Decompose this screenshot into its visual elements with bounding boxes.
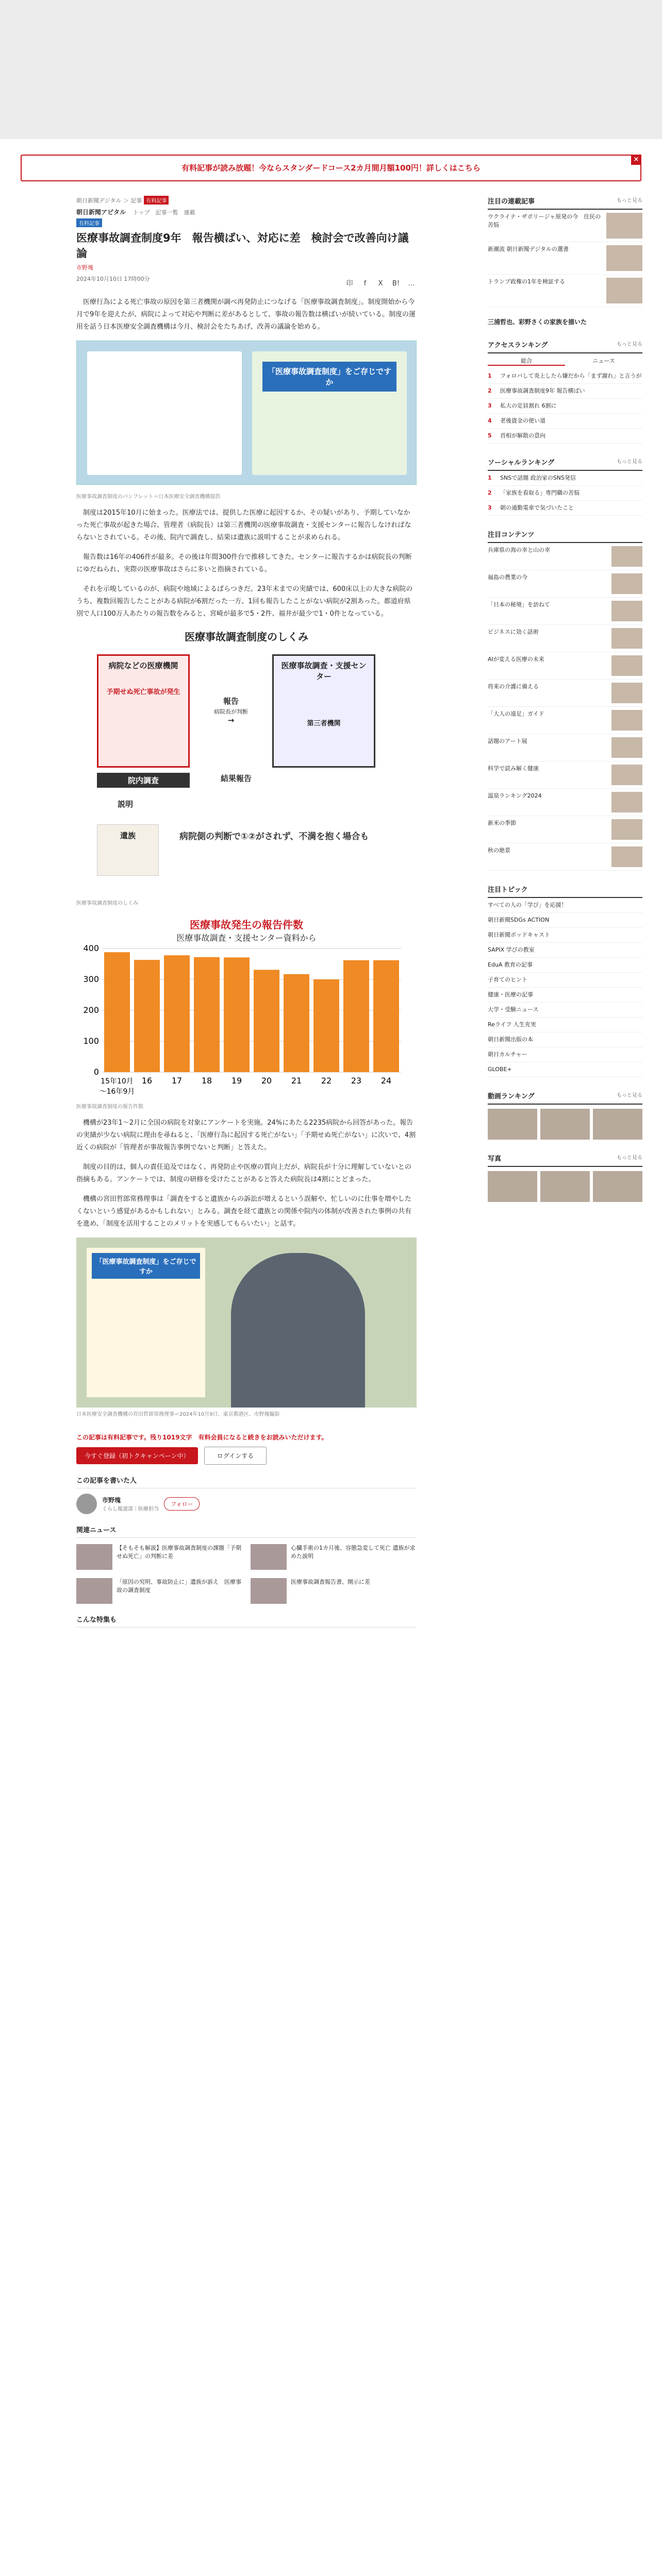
topic-item-title: GLOBE+ bbox=[488, 1066, 512, 1073]
breadcrumb-text: 朝日新聞デジタル ＞ 記事 bbox=[76, 197, 142, 204]
facebook-icon[interactable]: f bbox=[363, 280, 367, 287]
ranking-item[interactable]: 4 老後資金の使い道 bbox=[488, 414, 642, 429]
topic-item-title: 大学・受験ニュース bbox=[488, 1006, 539, 1013]
serial-box bbox=[488, 196, 642, 326]
pamphlet-title: 「医療事故調査制度」をご存じですか bbox=[262, 362, 396, 392]
topic-item-title: 朝日カルチャー bbox=[488, 1051, 527, 1058]
pamphlet-right bbox=[252, 351, 407, 475]
social-item[interactable]: 3 朝の通勤電車で気づいたこと bbox=[488, 501, 642, 516]
interview-photo[interactable] bbox=[76, 1238, 417, 1408]
y-tick-label: 100 bbox=[83, 1036, 99, 1046]
serial-item[interactable] bbox=[488, 275, 642, 307]
access-heading: アクセスランキング bbox=[488, 342, 548, 349]
photo-heading: 写真 bbox=[488, 1155, 502, 1163]
video-heading: 動画ランキング bbox=[488, 1093, 535, 1100]
topic-item-title: 朝日新聞出版の本 bbox=[488, 1036, 533, 1043]
paragraph: 制度は2015年10月に始まった。医療法では、提供した医療に起因するか、その疑いがあり、予期していなかった死亡事故が起きた場合、管理者（病院長）は第三者機関の医療事故調査・支援センターに報告しなければならないとされている。その後、院内で調査し、結果は遺族に説明することが求められる。 bbox=[76, 509, 411, 541]
author-promo[interactable]: 三浦哲也、彩野さくの家族を描いた bbox=[488, 318, 587, 326]
topic-item[interactable] bbox=[488, 958, 642, 973]
ad-banner-area bbox=[0, 0, 662, 139]
social-item[interactable]: 1 SNSで話題 政治家のSNS発信 bbox=[488, 471, 642, 486]
x-tick-label: ～16年9月 bbox=[99, 1088, 135, 1096]
x-tick-label: 17 bbox=[171, 1076, 183, 1086]
bar bbox=[343, 960, 369, 1072]
paragraph: 医療行為による死亡事故の原因を第三者機関が調べ再発防止につなげる「医療事故調査制度」。制度開始から今月で9年を迎えたが、病院によって対応や判断に差があるとして、事故の報告数は横ばいが続いている。制度の運用を話う日本医療安全調査機構は今月、検討会をたちあげ、改善の議論を始める。 bbox=[76, 298, 416, 331]
bar bbox=[134, 960, 160, 1072]
content-item-title: 福島の農業の今 bbox=[488, 574, 527, 581]
topics-box bbox=[488, 884, 642, 1077]
content-item[interactable] bbox=[488, 680, 642, 707]
hatena-icon[interactable]: B! bbox=[392, 280, 400, 287]
content-item-title: 科学で読み解く健康 bbox=[488, 765, 539, 772]
bar bbox=[224, 957, 250, 1072]
photo-strip[interactable] bbox=[488, 1171, 642, 1202]
social-title: 朝の通勤電車で気づいたこと bbox=[500, 504, 574, 511]
topic-item[interactable] bbox=[488, 1018, 642, 1032]
ranking-item[interactable]: 2 医療事故調査制度9年 報告横ばい bbox=[488, 384, 642, 399]
content-item[interactable] bbox=[488, 843, 642, 871]
content-item[interactable] bbox=[488, 734, 642, 761]
tab-news[interactable]: ニュース bbox=[592, 358, 615, 364]
x-icon[interactable]: X bbox=[378, 280, 383, 287]
third-party-label: 第三者機関 bbox=[307, 720, 341, 727]
report-sub: 病院長が判断 bbox=[214, 708, 248, 715]
bar bbox=[284, 974, 309, 1072]
topic-item-title: 子育てのヒント bbox=[488, 976, 527, 983]
bar bbox=[194, 957, 220, 1072]
topic-item[interactable] bbox=[488, 928, 642, 943]
related-item[interactable] bbox=[251, 1544, 417, 1570]
serial-item[interactable] bbox=[488, 242, 642, 275]
follow-button[interactable]: フォロー bbox=[164, 1497, 200, 1511]
writer-role: くらし報道部｜医療担当 bbox=[102, 1506, 159, 1512]
paywall-actions bbox=[76, 1447, 417, 1465]
topics-heading: 注目トピック bbox=[488, 886, 528, 894]
related-title: 心臓手術の1カ月後、容態急変して死亡 遺族が求めた説明 bbox=[291, 1545, 416, 1560]
content-item[interactable] bbox=[488, 789, 642, 816]
topic-item[interactable] bbox=[488, 988, 642, 1003]
diagram-title: 医療事故調査制度のしくみ bbox=[185, 631, 308, 643]
content-item[interactable] bbox=[488, 625, 642, 652]
close-icon[interactable]: × bbox=[631, 155, 641, 165]
promo-text: 有料記事が読み放題！今ならスタンダードコース2カ月間月額100円！詳しくはこちら bbox=[181, 163, 481, 173]
subscribe-button[interactable]: 今すぐ登録（初トクキャンペーン中） bbox=[76, 1447, 198, 1464]
x-tick-label: 22 bbox=[321, 1076, 332, 1086]
content-item-title: 兵庫県の海の幸と山の幸 bbox=[488, 547, 550, 553]
content-item[interactable] bbox=[488, 707, 642, 734]
photo-caption: 日本医療安全調査機構の宮田哲郎常務理事＝2024年10月9日、東京都港区、市野塊撮影 bbox=[76, 1412, 280, 1417]
topic-item-title: EduA 教育の記事 bbox=[488, 961, 533, 968]
serial-item[interactable] bbox=[488, 210, 642, 242]
hospital-box bbox=[97, 654, 190, 768]
more-link[interactable]: もっと見る bbox=[617, 1155, 642, 1161]
social-title: SNSで話題 政治家のSNS発信 bbox=[500, 474, 576, 481]
x-tick-label: 18 bbox=[201, 1076, 212, 1086]
ranking-title: 医療事故調査制度9年 報告横ばい bbox=[500, 387, 585, 394]
paywall-notice: この記事は有料記事です。残り1019文字 有料会員になると続きをお読みいただけます。 bbox=[76, 1434, 328, 1441]
topic-item-title: 朝日新聞SDGs ACTION bbox=[488, 917, 550, 923]
x-tick-label: 23 bbox=[351, 1076, 362, 1086]
x-tick-label: 15年10月 bbox=[101, 1077, 134, 1086]
tab-all[interactable]: 総合 bbox=[488, 357, 565, 366]
topic-item-title: 朝日新聞ポッドキャスト bbox=[488, 931, 550, 938]
serial-title: 新潮流 朝日新聞デジタルの選書 bbox=[488, 246, 569, 252]
login-button[interactable]: ログインする bbox=[204, 1447, 267, 1465]
family-box: 遺族 bbox=[97, 824, 159, 876]
breadcrumb bbox=[76, 196, 417, 205]
chart-title: 医療事故発生の報告件数 bbox=[190, 919, 303, 931]
access-ranking bbox=[488, 340, 642, 444]
diagram-caption: 医療事故調査制度のしくみ bbox=[76, 901, 138, 906]
report-label: 報告 bbox=[223, 697, 239, 706]
diagram-note: 病院側の判断で①②がされず、不満を抱く場合も bbox=[179, 832, 369, 842]
explanation: 説明 bbox=[118, 800, 134, 809]
result-report: 結果報告 bbox=[220, 774, 252, 783]
center-label: 医療事故調査・支援センター bbox=[281, 661, 367, 681]
content-box bbox=[488, 529, 642, 871]
ranking-item[interactable]: 5 首相が解散の意向 bbox=[488, 429, 642, 444]
bar bbox=[164, 955, 190, 1072]
topic-item[interactable] bbox=[488, 943, 642, 958]
more-link[interactable]: もっと見る bbox=[617, 459, 642, 465]
content-item-title: 話題のアート展 bbox=[488, 738, 527, 744]
topic-item-title: Reライフ 人生充実 bbox=[488, 1021, 536, 1028]
ranking-title: 老後資金の使い道 bbox=[500, 417, 545, 424]
ranking-title: フォロバして炎上したら嫌だから「まず謝れ」と言うが bbox=[500, 372, 642, 379]
person bbox=[231, 1253, 365, 1408]
paragraph: 機構の宮田哲郎常務理事は「調査をすると遺族からの訴訟が増えるという誤解や、忙しいのに仕事を増やしたくないという感覚があるかもしれない」とみる。調査を経て遺族との関係や院内の体制が改善された事例の共有を進め、「制度を活用することのメリットを実感してもらいたい」と話す。 bbox=[76, 1195, 412, 1228]
x-tick-label: 20 bbox=[261, 1076, 272, 1086]
internal-survey: 院内調査 bbox=[97, 773, 190, 788]
y-tick-label: 0 bbox=[93, 1067, 99, 1077]
article-title: 医療事故調査制度9年 報告横ばい、対応に差 検討会で改善向け議論 bbox=[76, 232, 409, 260]
y-tick-label: 200 bbox=[83, 1005, 99, 1015]
paragraph: 制度の目的は、個人の責任追及ではなく、再発防止や医療の質向上だが、病院長が十分に理解していないとの指摘もある。アンケートでは、制度の研修を受けたことがあると答えた病院長は4割にとどまった。 bbox=[76, 1163, 411, 1183]
bar-chart bbox=[76, 943, 406, 1098]
paid-badge: 有料記事 bbox=[76, 218, 102, 227]
social-heading: ソーシャルランキング bbox=[488, 459, 555, 467]
ranking-title: 私大の定員割れ 6割に bbox=[500, 402, 557, 409]
writer-heading: この記事を書いた人 bbox=[76, 1475, 417, 1488]
ranking-title: 首相が解散の意向 bbox=[500, 432, 545, 439]
related-title: 【そもそも解説】医療事故調査制度の課題「予期せぬ死亡」の判断に差 bbox=[117, 1545, 241, 1560]
byline[interactable]: 市野塊 bbox=[76, 264, 93, 271]
bar bbox=[313, 979, 339, 1072]
report-arrow: 報告 病院長が判断 → bbox=[214, 697, 248, 725]
topic-item[interactable] bbox=[488, 898, 642, 913]
center-box bbox=[272, 654, 375, 768]
publish-date: 2024年10月10日 17時00分 bbox=[76, 276, 150, 282]
topic-list bbox=[488, 898, 642, 1077]
topic-item-title: すべての人の「学び」を応援！ bbox=[488, 902, 567, 908]
article-column bbox=[76, 196, 417, 1628]
social-title: 「家族を看取る」専門職の苦悩 bbox=[500, 489, 580, 496]
pamphlet-image[interactable] bbox=[76, 341, 417, 485]
content-item-title: 温泉ランキング2024 bbox=[488, 792, 542, 799]
poster-title: 「医療事故調査制度」をご存じですか bbox=[92, 1253, 200, 1279]
bar bbox=[254, 970, 279, 1072]
video-box bbox=[488, 1091, 642, 1202]
social-ranking bbox=[488, 457, 642, 516]
writer-name[interactable]: 市野塊 bbox=[102, 1497, 121, 1504]
ranking-item[interactable]: 3 私大の定員割れ 6割に bbox=[488, 399, 642, 414]
content-item[interactable] bbox=[488, 652, 642, 680]
print-icon[interactable]: 印 bbox=[346, 280, 353, 287]
related-item[interactable] bbox=[76, 1578, 242, 1604]
topic-item[interactable] bbox=[488, 1003, 642, 1018]
pamphlet-left bbox=[87, 351, 242, 475]
sidebar bbox=[488, 196, 642, 1202]
related-title: 「原因の究明、事故防止に」遺族が訴え 医療事故の調査制度 bbox=[117, 1579, 241, 1594]
poster bbox=[87, 1248, 205, 1397]
paragraph: 報告数は16年の406件が最多。その後は年間300件台で推移してきた。センターに報告するかは病院長の判断にゆだねられ、実際の医療事故はさらに多いと指摘されている。 bbox=[76, 553, 412, 573]
bar bbox=[373, 960, 399, 1072]
report-chart[interactable] bbox=[76, 917, 417, 1100]
death-label: 予期せぬ死亡事故が発生 bbox=[106, 688, 180, 696]
access-tabs bbox=[488, 357, 642, 366]
content-item[interactable] bbox=[488, 598, 642, 625]
content-item[interactable] bbox=[488, 570, 642, 598]
paragraph: 機構が23年1～2月に全国の病院を対象にアンケートを実施。24%にあたる2235病院から回答があった。報告の実績が少ない病院に理由を尋ねると、「医療行為に起因する死亡がない」「予期せぬ死亡がない」に次いで、4割近くの病院が「管理者が事故報告事例でないと判断」と答えた。 bbox=[76, 1119, 416, 1151]
related-item[interactable] bbox=[251, 1578, 417, 1604]
system-diagram[interactable] bbox=[76, 629, 417, 896]
related-title: 医療事故調査報告書、開示に差 bbox=[291, 1579, 370, 1585]
x-tick-label: 16 bbox=[141, 1076, 153, 1086]
topic-item[interactable] bbox=[488, 1032, 642, 1047]
content-list bbox=[488, 543, 642, 871]
content-item-title: 新米の季節 bbox=[488, 820, 516, 826]
site-header bbox=[76, 208, 417, 216]
y-tick-label: 400 bbox=[83, 943, 99, 953]
topic-item-title: 健康・医療の記事 bbox=[488, 991, 533, 998]
content-item-title: 「大人の遠足」ガイド bbox=[488, 710, 544, 717]
x-tick-label: 19 bbox=[231, 1076, 242, 1086]
content-item-title: AIが変える医療の未来 bbox=[488, 656, 544, 663]
paid-tag: 有料記事 bbox=[144, 196, 169, 205]
chart-caption: 医療事故調査制度の報告件数 bbox=[76, 1104, 143, 1110]
content-item-title: 「日本の秘境」を訪ねて bbox=[488, 601, 550, 608]
related-heading: 関連ニュース bbox=[76, 1524, 417, 1538]
y-tick-label: 300 bbox=[83, 974, 99, 984]
related-item[interactable] bbox=[76, 1544, 242, 1570]
site-name[interactable]: 朝日新聞アピタル bbox=[76, 209, 126, 216]
content-item[interactable] bbox=[488, 761, 642, 789]
content-item-title: ビジネスに効く話術 bbox=[488, 629, 539, 635]
more-link[interactable]: もっと見る bbox=[617, 342, 642, 347]
topic-item[interactable] bbox=[488, 1062, 642, 1077]
topic-item[interactable] bbox=[488, 913, 642, 928]
paragraph: それを示唆しているのが、病院や地域によるばらつきだ。23年末までの実績では、600床以上の大きな病院のうち、複数回報告したことがある病院が6割だった一方、1回も報告したことがない病院が2割あった。都道府県別で人口100万人あたりの報告数をみると、宮崎が最多で5・2件、福井が最少で1・0件となっている。 bbox=[76, 585, 413, 618]
site-nav[interactable]: トップ 記事一覧 連載 bbox=[133, 209, 195, 216]
bar bbox=[104, 952, 130, 1072]
x-tick-label: 24 bbox=[380, 1076, 392, 1086]
serial-heading: 注目の連載記事 bbox=[488, 198, 535, 206]
content-item-title: 将来の介護に備える bbox=[488, 683, 539, 690]
avatar[interactable] bbox=[76, 1494, 97, 1514]
content-item[interactable] bbox=[488, 816, 642, 843]
hospital-label: 病院などの医療機関 bbox=[108, 661, 178, 670]
writer-card bbox=[76, 1494, 417, 1514]
serial-title: ウクライナ・ザポリージャ原発の今 住民の苦悩 bbox=[488, 213, 601, 228]
social-item[interactable]: 2 「家族を看取る」専門職の苦悩 bbox=[488, 486, 642, 501]
video-strip[interactable] bbox=[488, 1109, 642, 1140]
x-tick-label: 21 bbox=[291, 1076, 302, 1086]
content-heading: 注目コンテンツ bbox=[488, 531, 535, 539]
ranking-item[interactable]: 1 フォロバして炎上したら嫌だから「まず謝れ」と言うが bbox=[488, 369, 642, 384]
chart-subtitle: 医療事故調査・支援センター資料から bbox=[176, 933, 317, 943]
more-link[interactable]: もっと見る bbox=[617, 198, 642, 204]
topic-item[interactable] bbox=[488, 1047, 642, 1062]
notice-box bbox=[76, 2566, 417, 2576]
serial-title: トランプ政権の1年を検証する bbox=[488, 278, 565, 285]
special-heading: こんな特集も bbox=[76, 1614, 417, 1628]
image-caption: 医療事故調査制度のパンフレット＝日本医療安全調査機構提供 bbox=[76, 494, 221, 500]
topic-item-title: SAPIX 学びの教室 bbox=[488, 946, 535, 953]
topic-item[interactable] bbox=[488, 973, 642, 988]
content-item-title: 秋の絶景 bbox=[488, 847, 510, 854]
more-icon[interactable]: … bbox=[408, 280, 415, 287]
related-list bbox=[76, 1544, 417, 1604]
promo-banner[interactable] bbox=[21, 155, 641, 181]
content-item[interactable] bbox=[488, 543, 642, 570]
more-link[interactable]: もっと見る bbox=[617, 1093, 642, 1098]
